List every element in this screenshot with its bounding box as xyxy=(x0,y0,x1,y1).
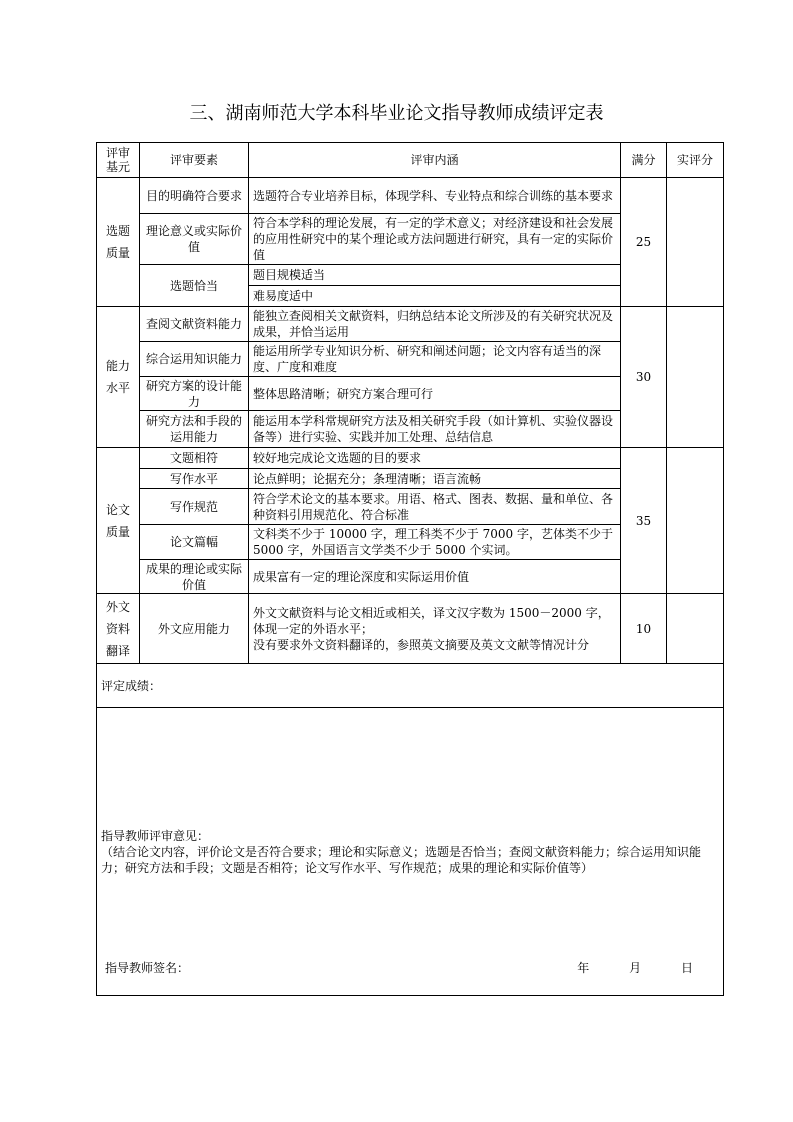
actual-score-topic-quality[interactable] xyxy=(667,178,724,307)
date-year: 年 xyxy=(577,961,590,975)
category-topic-quality: 选题质量 xyxy=(97,178,140,307)
element-cell: 成果的理论或实际价值 xyxy=(140,560,249,594)
element-cell: 综合运用知识能力 xyxy=(140,342,249,377)
content-cell: 较好地完成论文选题的目的要求 xyxy=(249,448,621,469)
content-cell: 能运用本学科常规研究方法及相关研究手段（如计算机、实验仪器设备等）进行实验、实践并加工处理、总结信息 xyxy=(249,411,621,448)
content-cell: 能独立查阅相关文献资料，归纳总结本论文所涉及的有关研究状况及成果，并恰当运用 xyxy=(249,307,621,342)
content-cell: 题目规模适当 xyxy=(249,265,621,286)
opinion-cell[interactable] xyxy=(97,708,724,996)
content-line: 没有要求外文资料翻译的，参照英文摘要及英文文献等情况计分 xyxy=(253,637,590,652)
content-cell: 文科类不少于 10000 字，理工科类不少于 7000 字，艺体类不少于 5000 字，外国语言文学类不少于 5000 个实词。 xyxy=(249,525,621,560)
table-row xyxy=(97,307,724,342)
actual-score-ability-level[interactable] xyxy=(667,307,724,448)
signature-line xyxy=(105,959,693,977)
content-cell: 论点鲜明；论据充分；条理清晰；语言流畅 xyxy=(249,469,621,489)
signature-label: 指导教师签名： xyxy=(105,961,190,975)
content-cell: 成果富有一定的理论深度和实际运用价值 xyxy=(249,560,621,594)
actual-score-foreign-translation[interactable] xyxy=(667,594,724,664)
evaluation-table xyxy=(96,142,724,996)
content-line: 外文文献资料与论文相近或相关，译文汉字数为 1500－2000 字，体现一定的外语水平； xyxy=(253,605,610,636)
header-full-score: 满分 xyxy=(621,143,667,178)
result-row xyxy=(97,664,724,708)
element-cell: 查阅文献资料能力 xyxy=(140,307,249,342)
content-cell: 符合学术论文的基本要求。用语、格式、图表、数据、量和单位、各种资料引用规范化、符合标准 xyxy=(249,489,621,525)
opinion-hint: （结合论文内容，评价论文是否符合要求；理论和实际意义；选题是否恰当；查阅文献资料能力；综合运用知识能力；研究方法和手段；文题是否相符；论文写作水平、写作规范；成果的理论和实际价值等） xyxy=(101,844,702,875)
element-cell: 研究方法和手段的运用能力 xyxy=(140,411,249,448)
element-cell: 写作规范 xyxy=(140,489,249,525)
element-cell: 研究方案的设计能力 xyxy=(140,377,249,411)
category-foreign-translation: 外文资料翻译 xyxy=(97,594,140,664)
content-cell: 难易度适中 xyxy=(249,286,621,307)
table-row xyxy=(97,178,724,214)
date-day: 日 xyxy=(680,961,693,975)
header-actual-score: 实评分 xyxy=(667,143,724,178)
page-title: 三、湖南师范大学本科毕业论文指导教师成绩评定表 xyxy=(189,103,604,124)
header-unit: 评审基元 xyxy=(97,143,140,178)
opinion-row xyxy=(97,708,724,996)
full-score-thesis-quality: 35 xyxy=(621,448,667,594)
full-score-ability-level: 30 xyxy=(621,307,667,448)
table-row xyxy=(97,594,724,664)
content-cell: 符合本学科的理论发展，有一定的学术意义；对经济建设和社会发展的应用性研究中的某个理论或方法问题进行研究，具有一定的实际价值 xyxy=(249,214,621,265)
content-cell: 整体思路清晰；研究方案合理可行 xyxy=(249,377,621,411)
content-cell xyxy=(249,594,621,664)
element-cell: 理论意义或实际价值 xyxy=(140,214,249,265)
actual-score-thesis-quality[interactable] xyxy=(667,448,724,594)
full-score-topic-quality: 25 xyxy=(621,178,667,307)
header-element: 评审要素 xyxy=(140,143,249,178)
category-ability-level: 能力水平 xyxy=(97,307,140,448)
full-score-foreign-translation: 10 xyxy=(621,594,667,664)
opinion-label: 指导教师评审意见： xyxy=(101,828,210,843)
result-label: 评定成绩： xyxy=(101,678,162,693)
category-thesis-quality: 论文质量 xyxy=(97,448,140,594)
element-cell: 目的明确符合要求 xyxy=(140,178,249,214)
content-cell: 能运用所学专业知识分析、研究和阐述问题；论文内容有适当的深度、广度和难度 xyxy=(249,342,621,377)
element-cell: 文题相符 xyxy=(140,448,249,469)
content-cell: 选题符合专业培养目标，体现学科、专业特点和综合训练的基本要求 xyxy=(249,178,621,214)
table-row xyxy=(97,448,724,469)
element-cell: 写作水平 xyxy=(140,469,249,489)
element-cell: 外文应用能力 xyxy=(140,594,249,664)
element-cell: 选题恰当 xyxy=(140,265,249,307)
table-header-row xyxy=(97,143,724,178)
element-cell: 论文篇幅 xyxy=(140,525,249,560)
result-cell[interactable] xyxy=(97,664,724,708)
header-content: 评审内涵 xyxy=(249,143,621,178)
signature-date xyxy=(541,959,693,977)
date-month: 月 xyxy=(629,961,642,975)
